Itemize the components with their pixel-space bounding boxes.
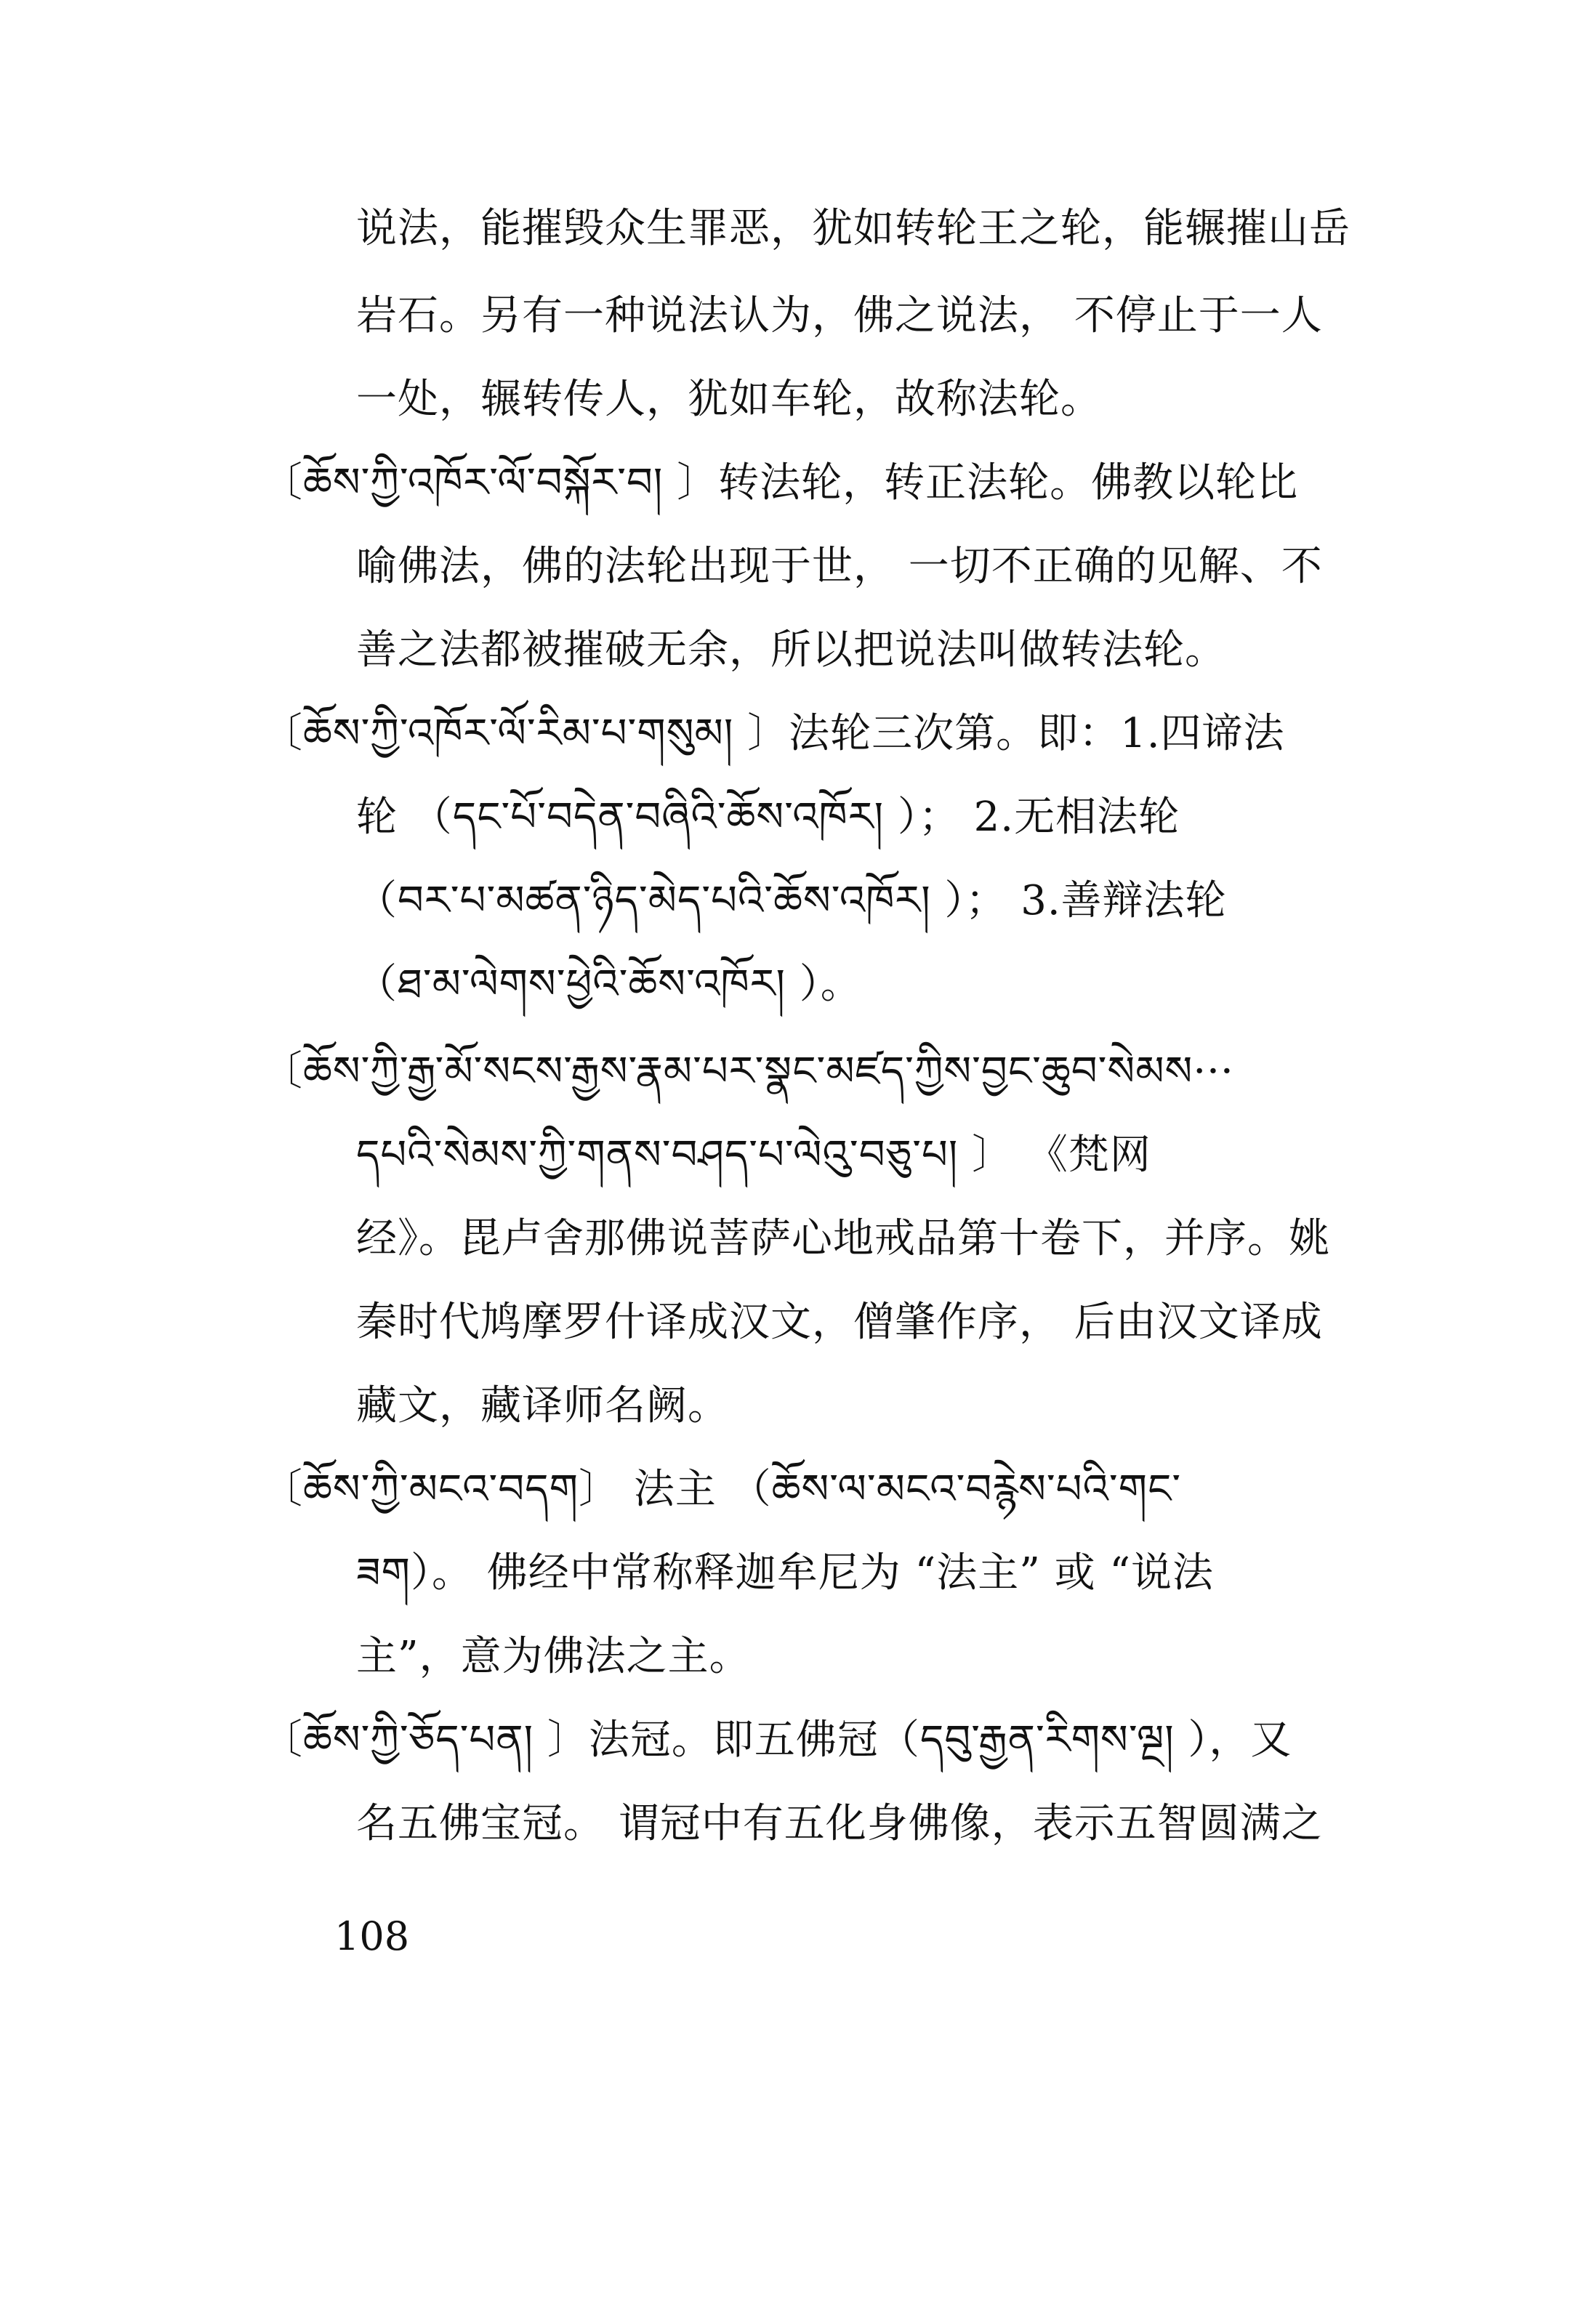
text-line-20: 名五佛宝冠。 谓冠中有五化身佛像，表示五智圆满之 [356, 1800, 1323, 1847]
text-line-1: 说法，能摧毁众生罪恶，犹如转轮王之轮，能辗摧山岳 [356, 205, 1350, 252]
text-line-13: 经》。毘卢舍那佛说菩萨心地戒品第十卷下，并序。姚 [356, 1215, 1330, 1262]
text-line-18: 主”，意为佛法之主。 [356, 1633, 751, 1680]
text-line-9: （བར་པ་མཚན་ཉིད་མེད་པའི་ཆོས་འཁོར། ）； 3.善辩法轮 [356, 877, 1227, 924]
text-line-2: 岩石。另有一种说法认为，佛之说法， 不停止于一人 [356, 292, 1323, 339]
entry-heading-dharma-wheel-turning: 〔ཆོས་ཀྱི་འཁོར་ལོ་བསྐོར་བ། 〕转法轮，转正法轮。佛教以轮比 [262, 459, 1299, 507]
page-number: 108 [334, 1913, 410, 1959]
text-line-15: 藏文，藏译师名阙。 [356, 1382, 729, 1429]
text-line-12: དཔའི་སེམས་ཀྱི་གནས་བཤད་པ་ལེའུ་བཅུ་པ། 〕 《梵网 [356, 1131, 1151, 1179]
entry-heading-dharma-crown: 〔ཆོས་ཀྱི་ཅོད་པན། 〕法冠。即五佛冠（དབུ་རྒྱན་རིགས་ལྔ། ），又 [262, 1716, 1292, 1764]
entry-heading-three-turnings: 〔ཆོས་ཀྱི་འཁོར་ལོ་རིམ་པ་གསུམ། 〕法轮三次第。即：1.四谛法 [262, 710, 1285, 757]
text-line-3: 一处，辗转传人，犹如车轮，故称法轮。 [356, 376, 1102, 423]
text-line-17: ཟག）。 佛经中常称释迦牟尼为 “法主” 或 “说法 [356, 1549, 1215, 1597]
entry-heading-dharma-lord: 〔ཆོས་ཀྱི་མངའ་བདག〕 法主 （ཆོས་ལ་མངའ་བརྙེས་པའི་གང་ [262, 1466, 1182, 1513]
entry-heading-brahma-net-sutra: 〔ཆོས་ཀྱི་རྒྱ་མོ་སངས་རྒྱས་རྣམ་པར་སྣང་མཛད་ཀྱིས་བྱང་ཆུབ་སེམས··· [262, 1048, 1234, 1095]
text-line-10: （ཐ་མ་ལེགས་ཕྱེའི་ཆོས་འཁོར། ）。 [356, 961, 862, 1008]
text-line-5: 喻佛法，佛的法轮出现于世， 一切不正确的见解、不 [356, 543, 1323, 590]
text-line-8: 轮 （དང་པོ་བདེན་བཞིའི་ཆོས་འཁོར། ）； 2.无相法轮 [356, 794, 1180, 841]
text-line-14: 秦时代鸠摩罗什译成汉文，僧肇作序， 后由汉文译成 [356, 1299, 1323, 1346]
text-line-6: 善之法都被摧破无余，所以把说法叫做转法轮。 [356, 626, 1226, 674]
